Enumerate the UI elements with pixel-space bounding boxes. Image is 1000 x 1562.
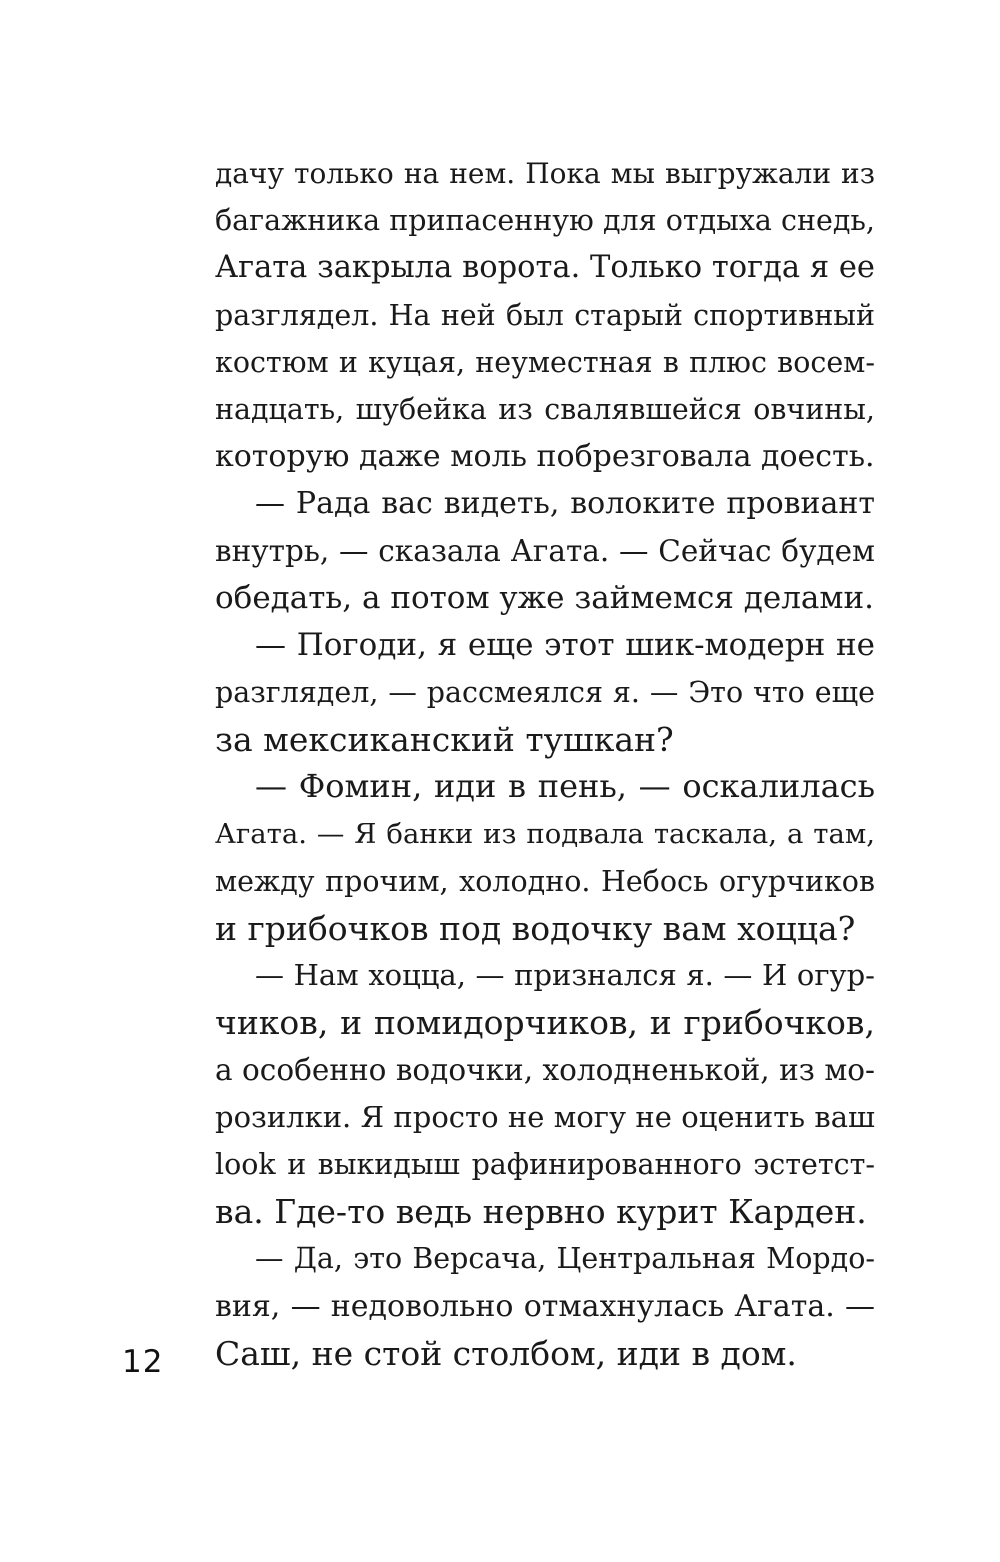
text-line: Саш, не стой столбом, иди в дом.	[215, 1333, 797, 1373]
text-line: между прочим, холодно. Небось огурчиков	[215, 864, 875, 898]
text-line: разглядел, — рассмеялся я. — Это что еще	[215, 676, 875, 710]
text-line: — Да, это Версача, Центральная Мордо-	[255, 1242, 875, 1276]
text-line: — Рада вас видеть, волоките провиант	[255, 486, 875, 522]
text-line: Агата. — Я банки из подвала таскала, а там,	[215, 817, 875, 850]
text-line: и грибочков под водочку вам хоцца?	[215, 909, 856, 948]
text-line: надцать, шубейка из свалявшейся овчины,	[215, 392, 875, 426]
text-line: которую даже моль побрезговала доесть.	[215, 439, 875, 475]
text-line: вия, — недовольно отмахнулась Агата. —	[215, 1288, 875, 1324]
text-line: — Нам хоцца, — признался я. — И огур-	[255, 958, 875, 993]
text-line: чиков, и помидорчиков, и грибочков,	[215, 1003, 875, 1043]
text-line: дачу только на нем. Пока мы выгружали из	[215, 157, 875, 190]
text-line: разглядел. На ней был старый спортивный	[215, 298, 875, 332]
text-line: обедать, а потом уже займемся делами.	[215, 579, 875, 616]
text-line: костюм и куцая, неуместная в плюс восем-	[215, 345, 875, 379]
text-line: розилки. Я просто не могу не оценить ваш	[215, 1099, 875, 1134]
text-line: багажника припасенную для отдыха снедь,	[215, 204, 875, 238]
text-line: ва. Где-то ведь нервно курит Карден.	[215, 1192, 867, 1232]
text-line: а особенно водочки, холодненькой, из мо-	[215, 1052, 875, 1087]
text-line: за мексиканский тушкан?	[215, 720, 674, 760]
page-number: 12	[122, 1344, 164, 1380]
text-line: — Погоди, я еще этот шик-модерн не	[255, 626, 875, 663]
text-line: внутрь, — сказала Агата. — Сейчас будем	[215, 533, 875, 568]
text-line: look и выкидыш рафинированного эстетст-	[215, 1147, 875, 1181]
text-line: — Фомин, иди в пень, — оскалилась	[255, 767, 875, 806]
body-text	[215, 150, 875, 1377]
text-line: Агата закрыла ворота. Только тогда я ее	[215, 250, 875, 286]
